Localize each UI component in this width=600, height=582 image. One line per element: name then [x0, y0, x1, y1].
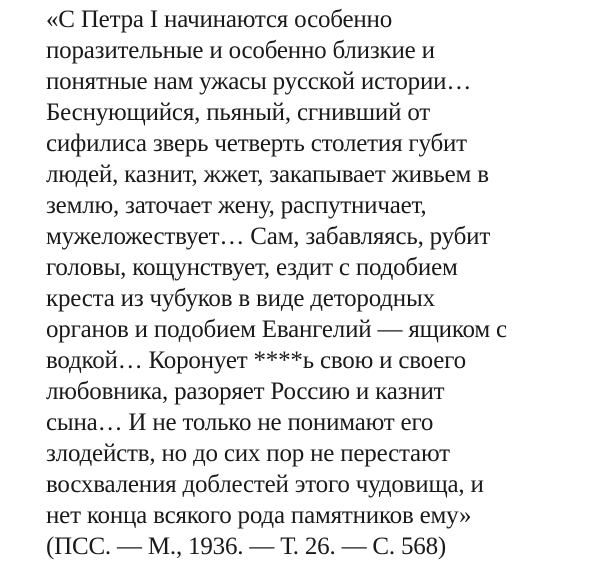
quote-line: креста из чубуков в виде детородных — [46, 285, 435, 312]
quote-line: нет конца всякого рода памятников ему» — [46, 502, 472, 529]
quote-line: сифилиса зверь четверть столетия губит — [46, 130, 467, 157]
quote-line: головы, кощунствует, ездит с подобием — [46, 254, 458, 281]
quote-line: землю, заточает жену, распутничает, — [46, 192, 427, 219]
quote-line: людей, казнит, жжет, закапывает живьем в — [46, 161, 489, 188]
quote-line: мужеложествует… Сам, забавляясь, рубит — [46, 223, 491, 250]
quote-line: понятные нам ужасы русской истории… — [46, 68, 472, 95]
quote-line: злодейств, но до сих пор не перестают — [46, 440, 450, 467]
citation-line: (ПСС. — М., 1936. — Т. 26. — С. 568) — [46, 533, 447, 560]
quote-line: Беснующийся, пьяный, сгнивший от — [46, 99, 431, 126]
quote-line: водкой… Коронует ****ь свою и своего — [46, 347, 466, 374]
quote-line: «С Петра I начинаются особенно — [46, 6, 393, 33]
quote-line: восхваления доблестей этого чудовища, и — [46, 471, 484, 498]
quote-line: любовника, разоряет Россию и казнит — [46, 378, 445, 405]
quote-line: органов и подобием Евангелий — ящиком с — [46, 316, 507, 343]
quote-paragraph — [46, 4, 580, 562]
quote-line: сына… И не только не понимают его — [46, 409, 434, 436]
quote-line: поразительные и особенно близкие и — [46, 37, 435, 64]
